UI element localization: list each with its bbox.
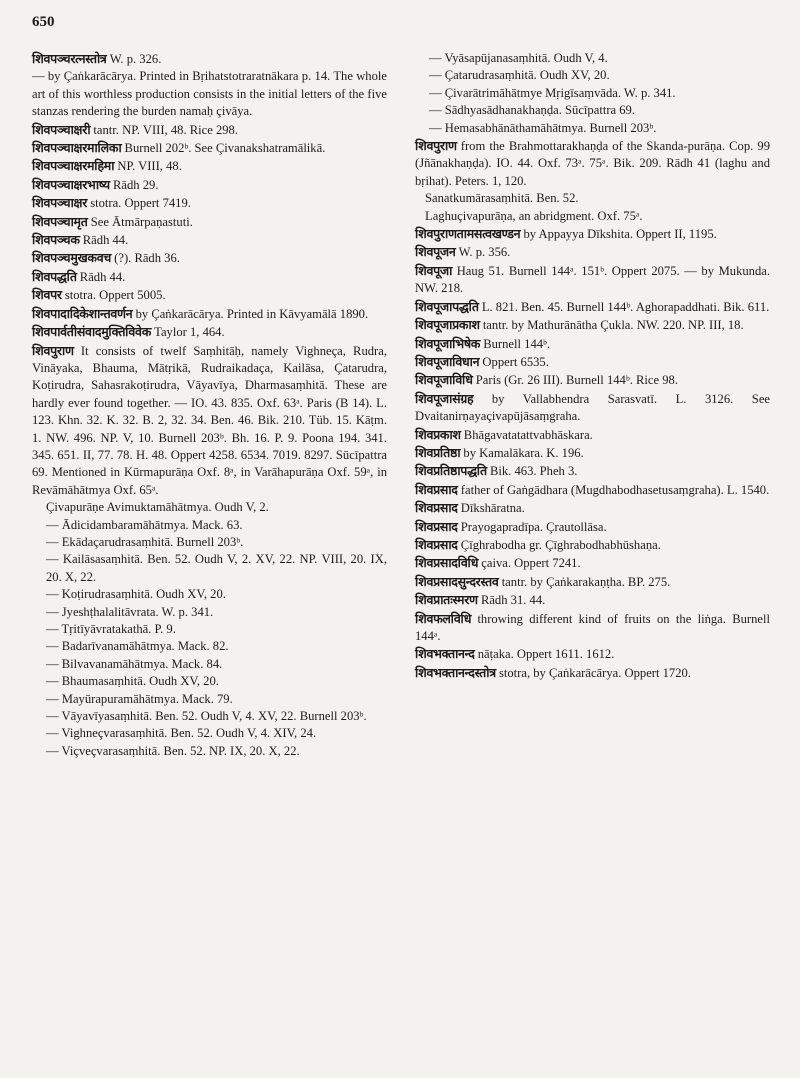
index-entry	[32, 268, 387, 286]
index-entry	[429, 85, 770, 102]
entry-text: (?). Rādh 36.	[114, 251, 180, 266]
entry-headword: शिवभक्तानन्दस्तोत्र	[415, 664, 496, 680]
entry-headword: शिवप्रसाद	[415, 518, 458, 534]
index-entry	[415, 316, 770, 334]
index-entry	[32, 231, 387, 249]
index-entry	[46, 551, 387, 586]
entry-text: — Çivarātrimāhātmye Mṛigīsaṃvāda. W. p. 341.	[429, 85, 676, 100]
entry-headword: शिवप्रातःस्मरण	[415, 592, 478, 608]
entry-text: — Bhaumasaṃhitā. Oudh XV, 20.	[46, 674, 219, 689]
index-entry	[46, 586, 387, 603]
entry-text: — Viçveçvarasaṃhitā. Ben. 52. NP. IX, 20. X, 22.	[46, 743, 300, 758]
entry-headword: शिवप्रसाद	[415, 536, 458, 552]
entry-text: — Badarīvanamāhātmya. Mack. 82.	[46, 639, 229, 654]
index-entry	[32, 68, 387, 120]
entry-headword: शिवपर	[32, 287, 62, 303]
index-entry	[415, 536, 770, 554]
entry-headword: शिवपूजन	[415, 244, 456, 260]
index-entry	[46, 638, 387, 655]
left-column	[32, 50, 387, 760]
entry-headword: शिवपूजा	[415, 262, 453, 278]
index-entry	[46, 673, 387, 690]
index-entry	[415, 499, 770, 517]
index-entry	[415, 335, 770, 353]
entry-text: — Jyeshṭhalalitāvrata. W. p. 341.	[46, 604, 214, 619]
index-entry	[46, 517, 387, 534]
entry-text: stotra. Oppert 7419.	[90, 196, 191, 211]
entry-text: — Ekādaçarudrasaṃhitā. Burnell 203ᵇ.	[46, 534, 244, 549]
entry-headword: शिवप्रसाद	[415, 481, 458, 497]
index-entry	[415, 426, 770, 444]
entry-text: throwing different kind of fruits on the liṅga. Burnell 144ᵃ.	[415, 611, 770, 643]
entry-headword: शिवप्रतिष्ठा	[415, 444, 461, 460]
index-entry	[46, 656, 387, 673]
entry-text: — by Çaṅkarācārya. Printed in Bṛihatstotraratnākara p. 14. The whole art of this worthless production consists in the initial letters of the five stanzas rendering the burden namaḥ çivāya.	[32, 69, 387, 119]
right-column	[415, 50, 770, 682]
entry-text: Rādh 31. 44.	[480, 593, 546, 608]
index-entry	[415, 353, 770, 371]
index-entry	[32, 157, 387, 175]
entry-headword: शिवपूजाविधि	[415, 372, 473, 388]
entry-text: — Çatarudrasaṃhitā. Oudh XV, 20.	[429, 68, 610, 83]
index-entry	[46, 708, 387, 725]
index-entry	[32, 50, 387, 68]
entry-text: — Hemasabhānāthamāhātmya. Burnell 203ᵇ.	[429, 120, 657, 135]
entry-headword: शिवपञ्चमुखकवच	[32, 250, 112, 266]
entry-headword: शिवपूजाभिषेक	[415, 335, 481, 351]
index-entry	[32, 323, 387, 341]
index-entry	[415, 610, 770, 646]
entry-text: tantr. by Çaṅkarakaṇṭha. BP. 275.	[501, 574, 671, 589]
entry-headword: शिवपार्वतीसंवादमुक्तिविवेक	[32, 324, 151, 340]
entry-headword: शिवप्रसादसुन्दरस्तव	[415, 573, 499, 589]
entry-headword: शिवपूजाविधान	[415, 353, 480, 369]
entry-headword: शिवपञ्चामृत	[32, 213, 88, 229]
entry-headword: शिवपूजापद्धति	[415, 298, 479, 314]
entry-text: Dīkshāratna.	[460, 501, 525, 516]
entry-text: Laghuçivapurāṇa, an abridgment. Oxf. 75ᵃ.	[425, 208, 643, 223]
entry-text: by Kamalākara. K. 196.	[463, 445, 584, 460]
entry-headword: शिवपञ्चरत्नस्तोत्र	[32, 51, 107, 66]
index-entry	[46, 725, 387, 742]
index-entry	[415, 554, 770, 572]
index-entry	[32, 342, 387, 500]
entry-headword: शिवपञ्चाक्षरमालिका	[32, 140, 122, 156]
entry-text: — Mayūrapuramāhātmya. Mack. 79.	[46, 691, 233, 706]
index-entry	[425, 208, 770, 225]
entry-text: Çivapurāṇe Avimuktamāhātmya. Oudh V, 2.	[46, 500, 269, 515]
entry-text: Paris (Gr. 26 III). Burnell 144ᵇ. Rice 98.	[475, 373, 678, 388]
entry-text: Bhāgavatatattvabhāskara.	[463, 427, 593, 442]
entry-text: — Kailāsasaṃhitā. Ben. 52. Oudh V, 2. XV, 22. NP. VIII, 20. IX, 20. X, 22.	[46, 552, 387, 584]
entry-headword: शिवप्रतिष्ठापद्धति	[415, 463, 487, 479]
index-entry	[415, 481, 770, 499]
entry-headword: शिवपुराण	[415, 138, 457, 154]
entry-text: W. p. 326.	[109, 52, 162, 66]
index-entry	[32, 121, 387, 139]
index-entry	[429, 50, 770, 67]
index-entry	[46, 621, 387, 638]
index-entry	[46, 743, 387, 760]
entry-text: Bik. 463. Pheh 3.	[489, 464, 578, 479]
index-entry	[429, 120, 770, 137]
entry-headword: शिवप्रसाद	[415, 500, 458, 516]
index-entry	[415, 262, 770, 298]
entry-text: by Appayya Dīkshita. Oppert II, 1195.	[523, 227, 717, 242]
index-entry	[32, 176, 387, 194]
entry-text: Rādh 44.	[79, 269, 126, 284]
entry-headword: शिवभक्तानन्द	[415, 646, 475, 662]
entry-text: Burnell 144ᵇ.	[483, 336, 551, 351]
entry-text: by Vallabhendra Sarasvatī. L. 3126. See Dvaitanirṇayaçivapūjāsaṃgraha.	[415, 391, 770, 424]
entry-text: Haug 51. Burnell 144ᵃ. 151ᵇ. Oppert 2075. — by Mukunda. NW. 218.	[415, 263, 770, 296]
index-entry	[46, 534, 387, 551]
index-entry	[46, 691, 387, 708]
entry-headword: शिवपञ्चाक्षरभाष्य	[32, 176, 110, 192]
index-entry	[415, 444, 770, 462]
entry-text: stotra. Oppert 5005.	[64, 288, 166, 303]
index-entry	[415, 591, 770, 609]
entry-text: — Vighneçvarasaṃhitā. Ben. 52. Oudh V, 4. XIV, 24.	[46, 726, 317, 741]
entry-text: Çīghrabodha gr. Çīghrabodhabhūshaṇa.	[460, 537, 661, 552]
entry-headword: शिवपद्धति	[32, 268, 77, 284]
entry-text: Prayogapradīpa. Çrautollāsa.	[460, 519, 607, 534]
entry-text: — Tṛitīyāvratakathā. P. 9.	[46, 622, 176, 636]
page-number: 650	[32, 14, 55, 30]
entry-text: Taylor 1, 464.	[154, 325, 225, 340]
index-entry	[32, 286, 387, 304]
entry-text: from the Brahmottarakhaṇḍa of the Skanda-purāṇa. Cop. 99 (Jñānakhaṇḍa). IO. 44. Oxf. 73ᵃ. 75ᵃ. Bik. 209. Rādh 41 (laghu and bṛihat). Peters. 1, 120.	[415, 139, 770, 188]
entry-headword: शिवफलविधि	[415, 610, 472, 626]
index-entry	[415, 664, 770, 682]
entry-headword: शिवपूजाप्रकाश	[415, 317, 480, 333]
entry-text: — Ādicidambaramāhātmya. Mack. 63.	[46, 517, 243, 532]
entry-text: W. p. 356.	[458, 245, 511, 260]
index-entry	[415, 243, 770, 261]
entry-text: stotra, by Çaṅkarācārya. Oppert 1720.	[498, 665, 691, 680]
index-entry	[46, 499, 387, 516]
entry-text: Oppert 6535.	[482, 354, 549, 369]
entry-headword: शिवपादादिकेशान्तवर्णन	[32, 305, 133, 321]
entry-headword: शिवपञ्चक	[32, 232, 80, 248]
entry-text: Rādh 44.	[82, 233, 129, 248]
entry-headword: शिवप्रसादविधि	[415, 555, 479, 571]
index-entry	[429, 102, 770, 119]
entry-text: — Sādhyasādhanakhaṇḍa. Sūcīpattra 69.	[429, 103, 635, 118]
entry-text: — Vyāsapūjanasaṃhitā. Oudh V, 4.	[429, 51, 608, 65]
entry-headword: शिवपञ्चाक्षर	[32, 195, 88, 211]
index-entry	[415, 462, 770, 480]
index-entry	[32, 139, 387, 157]
entry-text: NP. VIII, 48.	[117, 159, 182, 174]
entry-text: — Vāyavīyasaṃhitā. Ben. 52. Oudh V, 4. XV, 22. Burnell 203ᵇ.	[46, 709, 367, 724]
entry-headword: शिवपञ्चाक्षरी	[32, 121, 91, 137]
entry-text: nāṭaka. Oppert 1611. 1612.	[477, 647, 615, 662]
index-entry	[415, 298, 770, 316]
entry-text: See Ātmārpaṇastuti.	[90, 214, 193, 229]
index-entry	[415, 573, 770, 591]
index-entry	[429, 67, 770, 84]
entry-text: Rādh 29.	[113, 177, 159, 192]
index-entry	[32, 305, 387, 323]
entry-headword: शिवप्रकाश	[415, 426, 461, 442]
index-entry	[32, 194, 387, 212]
entry-text: father of Gaṅgādhara (Mugdhabodhasetusaṃgraha). L. 1540.	[460, 482, 770, 497]
entry-headword: शिवपूजासंग्रह	[415, 390, 474, 406]
entry-text: Sanatkumārasaṃhitā. Ben. 52.	[425, 191, 579, 206]
entry-headword: शिवपुराणतामसत्वखण्डन	[415, 226, 521, 242]
index-entry	[415, 390, 770, 426]
index-entry	[415, 518, 770, 536]
entry-text: tantr. by Mathurānātha Çukla. NW. 220. NP. III, 18.	[482, 318, 744, 333]
index-entry	[415, 137, 770, 190]
entry-text: It consists of twelf Saṃhitāḥ, namely Vighneça, Rudra, Vināyaka, Bhauma, Mātṛikā, Rudraikadaça, Kailāsa, Çatarudra, Koṭirudra, Sahasrakoṭirudra, Vāyavīya, Dharmasaṃhitā. These are hardly ever found together. — IO. 43. 835. Oxf. 63ᵃ. Paris (B 14). L. 123. Khn. 32. K. 32. B. 2, 32. 34. Ben. 46. Bik. 210. Tüb. 15. Kāṭm. 1. NW. 496. NP. V, 10. Burnell 203ᵇ. Bh. 16. P. 9. Poona 194. 341. 345. 651. II, 77. 78. H. 48. Oppert 4258. 6534. 7019. 8297. Sūcīpattra 69. Mentioned in Kūrmapurāṇa Oxf. 8ᵃ, in Varāhapurāṇa Oxf. 59ᵃ, in Revāmāhātmya Oxf. 65ᵃ.	[32, 343, 387, 497]
index-entry	[32, 249, 387, 267]
entry-text: by Çaṅkarācārya. Printed in Kāvyamālā 1890.	[135, 306, 369, 321]
index-entry	[415, 371, 770, 389]
entry-text: L. 821. Ben. 45. Burnell 144ᵇ. Aghorapaddhati. Bik. 611.	[481, 299, 770, 314]
entry-text: tantr. NP. VIII, 48. Rice 298.	[93, 122, 239, 137]
entry-text: — Koṭirudrasaṃhitā. Oudh XV, 20.	[46, 587, 226, 602]
entry-text: — Bilvavanamāhātmya. Mack. 84.	[46, 656, 223, 671]
index-entry	[425, 190, 770, 207]
entry-headword: शिवपुराण	[32, 342, 74, 358]
index-entry	[415, 645, 770, 663]
entry-text: çaiva. Oppert 7241.	[481, 556, 581, 571]
entry-headword: शिवपञ्चाक्षरमहिमा	[32, 158, 115, 174]
index-entry	[415, 225, 770, 243]
index-entry	[32, 213, 387, 231]
index-entry	[46, 604, 387, 621]
entry-text: Burnell 202ᵇ. See Çivanakshatramālikā.	[124, 141, 326, 156]
